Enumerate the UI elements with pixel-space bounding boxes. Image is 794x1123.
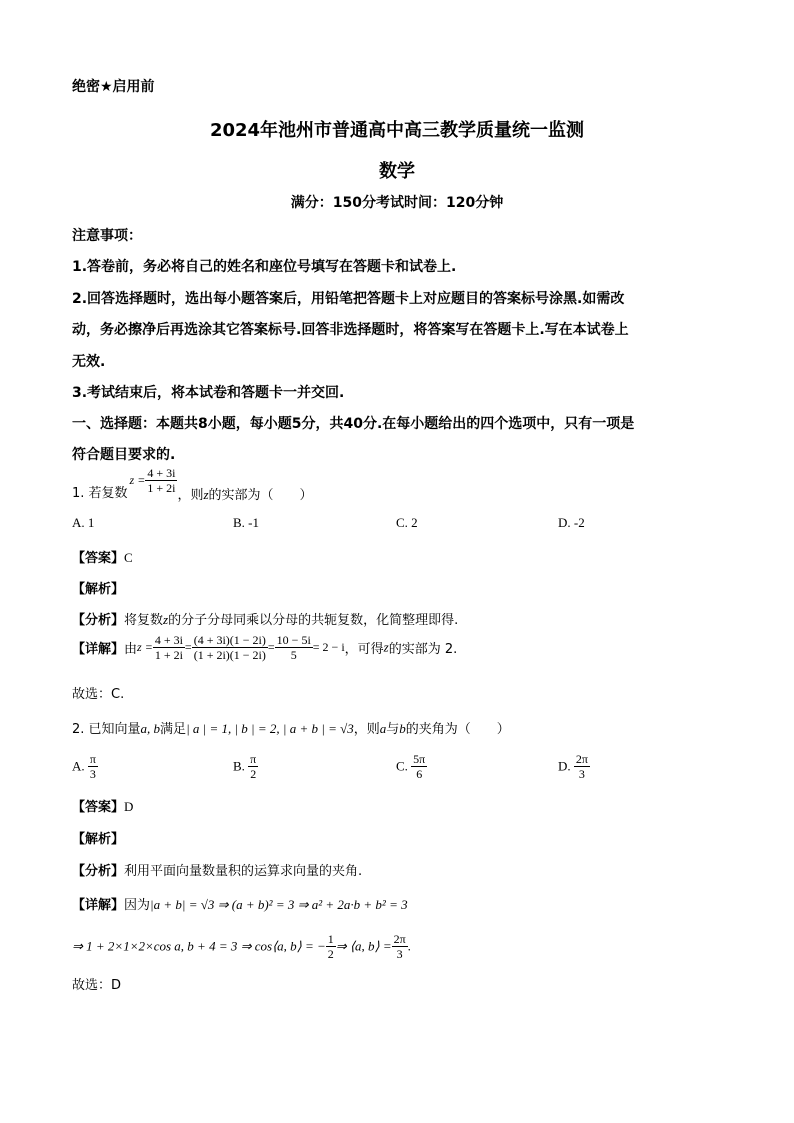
q2-fenxi-text: 利用平面向量数量积的运算求向量的夹角. [124,864,363,879]
section-heading-line-2: 符合题目要求的. [72,447,176,463]
notes-heading: 注意事项： [72,228,142,244]
q2-vec-b: b [399,721,406,736]
q2-option-c-den: 6 [411,766,427,781]
section-heading-line-1: 一、选择题：本题共8小题，每小题5分，共40分.在每小题给出的四个选项中，只有一项是 [72,416,635,432]
q1-fenxi-b: 的分子分母同乘以分母的共轭复数，化简整理即得. [168,613,459,628]
q1-detail-frac-2 [192,633,268,662]
q2-detail-frac-ans-num: 2π [393,932,406,946]
q2-analysis-tag: 【解析】 [72,832,125,847]
q1-analysis-tag: 【解析】 [72,582,125,597]
q2-detail-tag: 【详解】 [72,898,125,913]
q1-detail-frac-1-num: 4 + 3i [154,633,183,647]
q1-fenxi-a: 将复数 [124,613,164,628]
q1-option-d: D. -2 [558,515,585,530]
q2-option-d-num: 2π [575,752,588,766]
q2-detail-line-1 [72,894,408,913]
q1-detail-frac-3 [275,633,313,662]
q1-detail-eq-3: = 2 − i [312,640,345,654]
q2-option-b [233,752,258,781]
q2-option-a-num: π [89,752,96,766]
q2-conclusion: 故选：D [72,978,122,993]
q1-detail-a: 由 [124,642,138,657]
q2-vec-a: a [379,721,387,736]
note-item-2-line-2: 动，务必擦净后再选涂其它答案标号.回答非选择题时，将答案写在答题卡上.写在本试卷上 [72,322,629,338]
q1-fraction-den: 1 + 2i [147,481,176,495]
q2-condition: | a | = 1, | b | = 2, | a + b | = √3 [186,721,354,736]
question-1 [72,466,313,503]
q1-option-c: C. 2 [396,515,418,530]
q2-option-c-label: C. [396,758,408,774]
q1-detail-tag: 【详解】 [72,642,125,657]
q1-fenxi-tag: 【分析】 [72,613,125,628]
subject-title: 数学 [379,161,415,182]
note-item-2-line-3: 无效. [72,354,106,370]
q2-option-b-num: π [250,752,257,766]
q2-detail-expr-2: ⇒ 1 + 2×1×2×cos a, b + 4 = 3 ⇒ cos⟨a, b⟩ = − [72,938,326,954]
q1-answer [72,547,133,566]
q2-option-d [558,752,590,781]
q1-suffix: ，则 [177,488,204,503]
q2-option-b-label: B. [233,758,245,774]
q1-detail-b: ，可得 [344,642,384,657]
q1-answer-value: C [124,550,133,565]
q2-option-d-label: D. [558,758,571,774]
q2-option-b-frac [248,752,258,781]
q2-detail-frac-half-num: 1 [327,932,334,946]
q2-detail-a: 因为 [124,898,151,913]
q1-detail-c: 的实部为 2. [388,642,458,657]
q1-detail-frac-3-den: 5 [290,648,297,662]
q2-detail-line-2 [72,932,411,961]
q1-detail-frac-1 [153,633,185,662]
q1-detail-eq-1: = [184,640,192,654]
note-item-1: 1.答卷前，务必将自己的姓名和座位号填写在答题卡和试卷上. [72,259,457,275]
q2-cond-c: 的夹角为（ ） [405,722,510,737]
q2-option-c [396,752,427,781]
q2-vectors: a, b [140,721,161,736]
q2-detail-frac-half [326,932,336,961]
q2-option-a-den: 3 [88,766,98,781]
q2-detail-expr-1: |a + b| = √3 ⇒ (a + b)² = 3 ⇒ a² + 2a·b + b² = 3 [150,897,408,912]
q1-prefix: 1. 若复数 [72,486,128,501]
q1-detail-frac-2-num: (4 + 3i)(1 − 2i) [193,633,266,647]
score-time: 满分：150分考试时间：120分钟 [290,195,504,211]
q2-option-a [72,752,98,781]
confidential-label: 绝密★启用前 [72,79,155,95]
q1-detail-z: z = [137,640,153,654]
q2-answer [72,796,133,815]
q2-option-d-frac [574,752,590,781]
q1-option-b: B. -1 [233,515,259,530]
q2-option-c-frac [411,752,427,781]
q1-detail-frac-1-den: 1 + 2i [154,648,183,662]
q2-detail-frac-half-den: 2 [327,947,334,961]
q2-option-a-frac [88,752,98,781]
q1-z: z [203,487,209,502]
q1-detail-z-2: z [383,639,389,655]
q1-suffix-2: 的实部为（ ） [208,488,313,503]
q1-fraction [145,466,177,495]
q1-detail-eq-2: = [267,640,275,654]
q1-fraction-num: 4 + 3i [147,466,176,480]
q1-fenxi [72,609,458,628]
q2-cond-b: ，则 [353,722,380,737]
q2-option-d-den: 3 [574,766,590,781]
q1-answer-tag: 【答案】 [72,551,125,566]
q1-fenxi-z: z [163,612,169,627]
q2-answer-value: D [124,799,134,814]
q2-detail-mid: ⇒ ⟨a, b⟩ = [335,938,392,954]
q1-option-a: A. 1 [72,515,95,530]
q2-option-b-den: 2 [248,766,258,781]
q1-detail-frac-3-num: 10 − 5i [276,633,311,647]
note-item-3: 3.考试结束后，将本试卷和答题卡一并交回. [72,385,345,401]
q2-prefix: 2. 已知向量 [72,722,141,737]
question-2 [72,718,510,737]
q1-z-eq: z = [129,473,146,487]
q2-yu: 与 [386,722,400,737]
q2-detail-frac-ans [392,932,408,961]
q2-cond-a: 满足 [160,722,187,737]
q1-detail-frac-2-den: (1 + 2i)(1 − 2i) [193,648,266,662]
q2-option-c-num: 5π [413,752,426,766]
exam-title: 2024年池州市普通高中高三教学质量统一监测 [209,120,585,141]
note-item-2-line-1: 2.回答选择题时，选出每小题答案后，用铅笔把答题卡上对应题目的答案标号涂黑.如需改 [72,291,625,307]
q2-option-a-label: A. [72,758,85,774]
q1-detail [72,633,457,662]
q2-fenxi-tag: 【分析】 [72,864,125,879]
q2-answer-tag: 【答案】 [72,800,125,815]
q2-detail-frac-ans-den: 3 [396,947,403,961]
q2-fenxi [72,860,362,879]
q1-conclusion: 故选：C. [72,687,125,702]
q2-detail-end: . [407,938,411,954]
